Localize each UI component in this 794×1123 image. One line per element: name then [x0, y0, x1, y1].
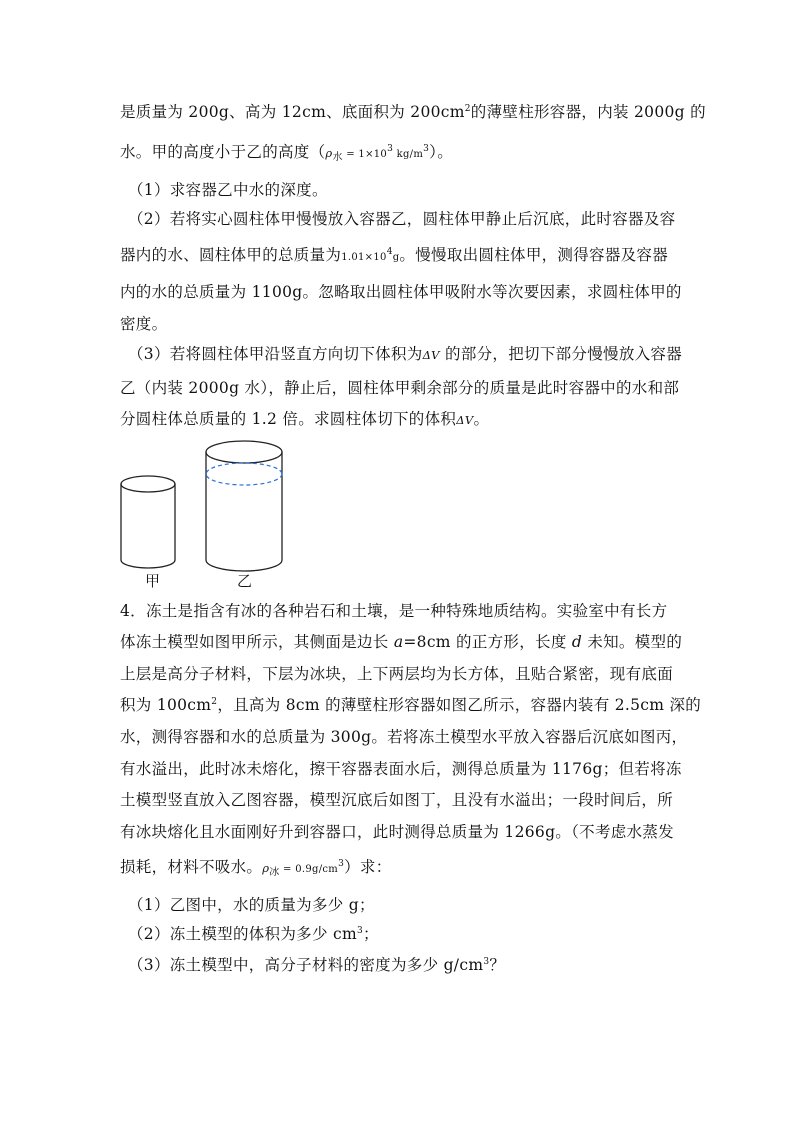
p4-question-1: （1）乙图中，水的质量为多少 g；	[128, 896, 375, 914]
cylinder-jia	[121, 476, 175, 568]
p3-question-3-line-2: 乙（内装 2000g 水），静止后，圆柱体甲剩余部分的质量是此时容器中的水和部	[120, 379, 680, 397]
p3-question-2-line-2	[120, 243, 668, 265]
formula: = 0.9g/cm	[279, 864, 339, 875]
text: 积为 100cm	[120, 696, 212, 714]
variable-a: a	[393, 633, 404, 651]
text: 的部分，把切下部分慢慢放入容器	[439, 345, 683, 363]
p4-line-4	[120, 693, 701, 715]
p4-line-7: 土模型竖直放入乙图容器，模型沉底后如图丁，且没有水溢出；一段时间后，所	[120, 791, 674, 809]
superscript: 3	[338, 859, 345, 869]
formula: = 1×10	[342, 149, 388, 160]
delta-v-symbol: ΔV	[456, 413, 474, 427]
p3-question-2-line-1: （2）若将实心圆柱体甲慢慢放入容器乙，圆柱体甲静止后沉底，此时容器及容	[128, 210, 676, 228]
text: ）求：	[344, 858, 392, 876]
superscript: 3	[423, 144, 430, 154]
p4-line-5: 水，测得容器和水的总质量为 300g。若将冻土模型水平放入容器后沉底如图丙，	[120, 728, 688, 746]
text: 是质量为 200g、高为 12cm、底面积为 200cm	[120, 103, 465, 121]
text: （3）若将圆柱体甲沿竖直方向切下体积为	[128, 345, 423, 363]
cylinder-yi	[206, 441, 282, 571]
p3-question-2-line-4: 密度。	[120, 315, 168, 333]
p4-line-8: 有冰块熔化且水面刚好升到容器口，此时测得总质量为 1266g。（不考虑水蒸发	[120, 823, 674, 841]
superscript: 3	[387, 144, 394, 154]
variable-d: d	[571, 633, 583, 651]
water-level-line	[206, 463, 282, 485]
text: 分圆柱体总质量的 1.2 倍。求圆柱体切下的体积	[120, 410, 457, 428]
superscript: 3	[356, 926, 363, 936]
p4-line-1: 4．冻土是指含有冰的各种岩石和土壤，是一种特殊地质结构。实验室中有长方	[120, 602, 668, 620]
p4-line-9	[120, 855, 392, 878]
p3-question-3-line-3	[120, 407, 489, 429]
superscript: 2	[211, 697, 218, 707]
p3-question-2-line-3: 内的水的总质量为 1100g。忽略取出圆柱体甲吸附水等次要因素，求圆柱体甲的	[120, 283, 682, 301]
text: ）。	[429, 143, 454, 161]
text: 未知。模型的	[582, 633, 683, 651]
delta-v-symbol: ΔV	[422, 348, 440, 362]
p3-question-1: （1）求容器乙中水的深度。	[128, 181, 328, 199]
text: 损耗，材料不吸水。	[120, 858, 263, 876]
superscript: 4	[386, 247, 393, 257]
p4-question-3	[128, 953, 505, 975]
rho-symbol: ρ	[262, 861, 270, 875]
unit: g	[392, 252, 400, 263]
label-jia: 甲	[145, 572, 161, 590]
text: 体冻土模型如图甲所示，其侧面是边长	[120, 633, 394, 651]
text: =8cm 的正方形，长度	[403, 633, 572, 651]
label-yi: 乙	[237, 572, 253, 590]
p4-question-2	[128, 922, 379, 944]
p4-line-6: 有水溢出，此时冰未熔化，擦干容器表面水后，测得总质量为 1176g；但若将冻	[120, 760, 682, 778]
p3-line-1	[120, 100, 706, 122]
formula: 1.01×10	[341, 252, 387, 263]
cylinders-figure	[110, 432, 310, 592]
superscript: 3	[483, 957, 490, 967]
rho-symbol: ρ	[325, 146, 333, 160]
text: ，且高为 8cm 的薄壁柱形容器如图乙所示，容器内装有 2.5cm 深的	[217, 696, 702, 714]
p4-line-2	[120, 630, 682, 652]
superscript: 2	[464, 104, 471, 114]
text: 的薄壁柱形容器，内装 2000g 的	[470, 103, 706, 121]
text: （2）冻土模型的体积为多少 cm	[128, 925, 357, 943]
unit: kg/m	[393, 149, 424, 160]
text: 。慢慢取出圆柱体甲，测得容器及容器	[399, 246, 669, 264]
p4-line-3: 上层是高分子材料，下层为冰块，上下两层均为长方体，且贴合紧密，现有底面	[120, 665, 674, 683]
text: ；	[363, 925, 379, 943]
text: 。	[473, 410, 490, 428]
subscript: 水	[332, 152, 343, 163]
text: （3）冻土模型中，高分子材料的密度为多少 g/cm	[128, 956, 484, 974]
subscript: 冰	[269, 867, 280, 878]
p3-question-3-line-1	[128, 342, 682, 364]
text: 水。甲的高度小于乙的高度（	[120, 143, 326, 161]
text: ？	[489, 956, 506, 974]
text: 器内的水、圆柱体甲的总质量为	[120, 246, 342, 264]
p3-line-2	[120, 140, 453, 163]
